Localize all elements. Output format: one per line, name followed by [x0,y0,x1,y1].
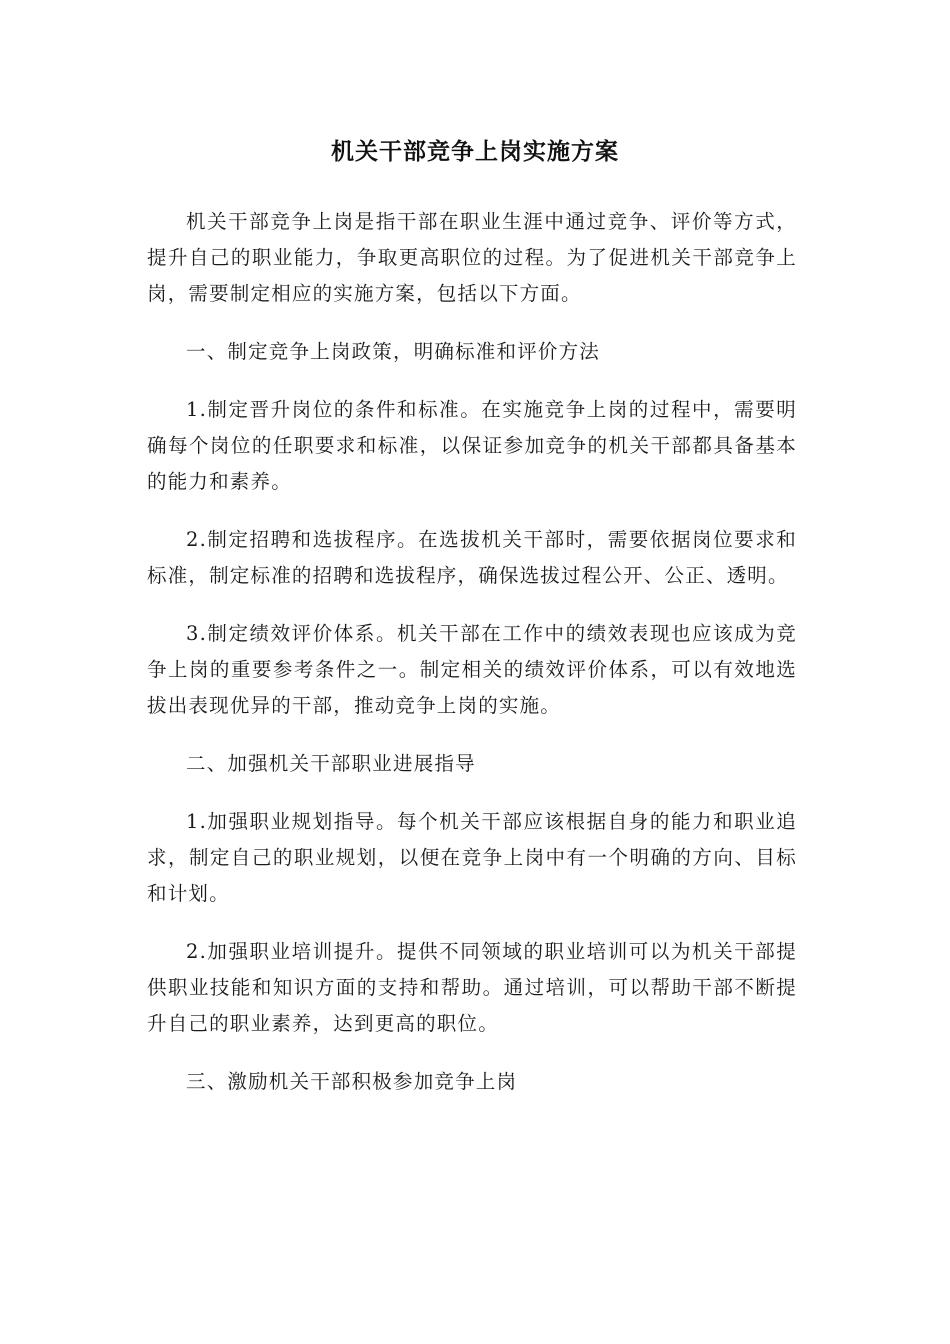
section-heading-2: 二、加强机关干部职业进展指导 [186,752,476,775]
section-1-item-3: 3.制定绩效评价体系。机关干部在工作中的绩效表现也应该成为竞争上岗的重要参考条件之一。制定相关的绩效评价体系，可以有效地选拔出表现优异的干部，推动竞争上岗的实施。 [147,622,797,717]
intro-paragraph: 机关干部竞争上岗是指干部在职业生涯中通过竞争、评价等方式，提升自己的职业能力，争取更高职位的过程。为了促进机关干部竞争上岗，需要制定相应的实施方案，包括以下方面。 [147,210,797,305]
section-heading-3: 三、激励机关干部积极参加竞争上岗 [186,1070,518,1093]
document-title: 机关干部竞争上岗实施方案 [331,139,619,165]
document-body [147,204,797,1122]
section-1-item-2: 2.制定招聘和选拔程序。在选拔机关干部时，需要依据岗位要求和标准，制定标准的招聘和选拔程序，确保选拔过程公开、公正、透明。 [147,528,797,587]
section-1-item-1: 1.制定晋升岗位的条件和标准。在实施竞争上岗的过程中，需要明确每个岗位的任职要求和标准，以保证参加竞争的机关干部都具备基本的能力和素养。 [147,398,797,493]
section-2-item-2: 2.加强职业培训提升。提供不同领域的职业培训可以为机关干部提供职业技能和知识方面的支持和帮助。通过培训，可以帮助干部不断提升自己的职业素养，达到更高的职位。 [147,940,797,1035]
section-heading-1: 一、制定竞争上岗政策，明确标准和评价方法 [186,340,601,363]
section-2-item-1: 1.加强职业规划指导。每个机关干部应该根据自身的能力和职业追求，制定自己的职业规划，以便在竞争上岗中有一个明确的方向、目标和计划。 [147,810,797,905]
